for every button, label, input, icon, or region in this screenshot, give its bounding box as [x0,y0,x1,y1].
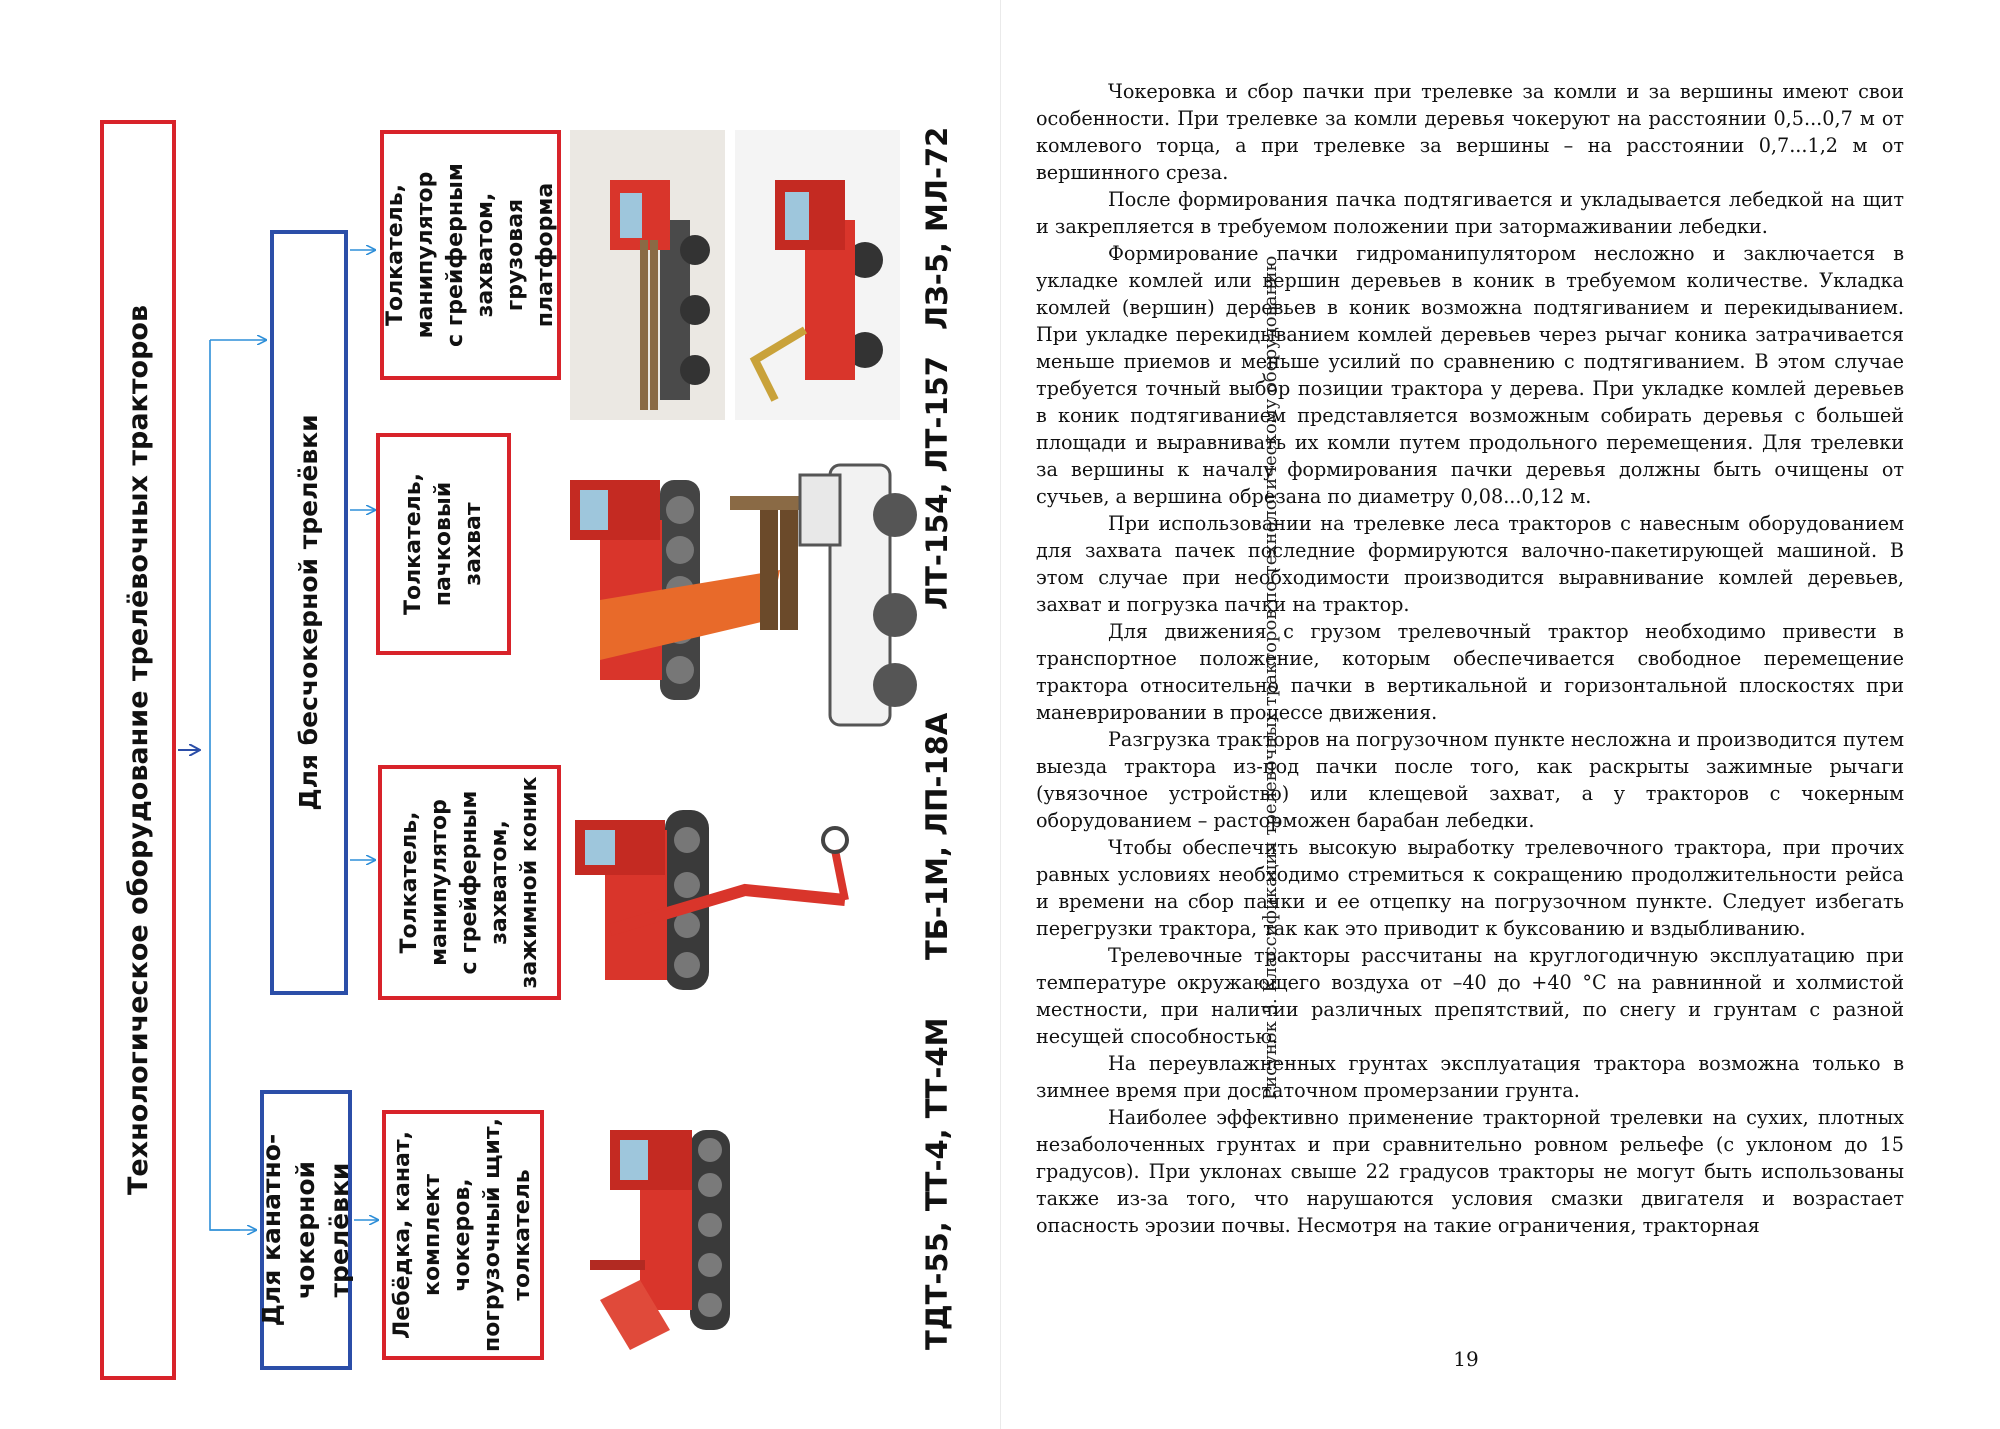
equipment-line: пачковый [430,481,456,607]
equipment-line: платформа [532,182,558,328]
equipment-line: погрузочный щит, [480,1118,505,1352]
equipment-line: с грейферным [442,163,468,347]
main-title: Технологическое оборудование трелёвочных тракторов [122,304,154,1196]
equipment-line: захват [460,502,486,586]
paragraph: Разгрузка тракторов на погрузочном пункте несложна и производится путем выезда трактора из-под пачки после того, как раскрыты зажимные рычаги (увязочное устройство) или клещевой захват, а у тракторов с чокерным оборудованием – расторможен барабан лебедки. [1036,728,1904,832]
category-line: чокерной трелёвки [291,1160,354,1300]
paragraph: Трелевочные тракторы рассчитаны на круглогодичную эксплуатацию при температуре окружающего воздуха от –40 до +40 °C на равнинной и холмистой местности, при наличии различных препятствий, по снегу и грунтам с разной несущей способностью. [1036,944,1904,1048]
paragraph: Чтобы обеспечить высокую выработку трелевочного трактора, при прочих равных условиях необходимо стремиться к сокращению продолжительности рейса и времени на сбор пачки и ее отцепку на погрузочном пункте. Следует избегать перегрузки трактора, так как это приводит к буксованию и вздыбливанию. [1036,836,1904,940]
branch-line [210,340,240,1230]
tractor-image-lz5 [570,130,725,420]
equipment-line: комплект чокеров, [420,1174,475,1296]
equipment-line: манипулятор [412,171,438,339]
equipment-box-3 [376,433,511,655]
paragraph: Формирование пачки гидроманипулятором несложно и заключается в укладке комлей или вершин деревьев в коник в требуемом количестве. Укладка комлей (вершин) деревьев в коник возможна подтягиванием и перекидыванием. При укладке перекидыванием комлей деревьев через рычаг коника затрачивается меньше приемов и меньше усилий по сравнению с подтягиванием. В этом случае требуется точный выбор позиции трактора у дерева. При укладке комлей деревьев в коник подтягиванием представляется возможным собирать деревья с большей площади и выравнивать их комли путем продольного перемещения. Для трелевки за вершины к началу формирования пачки деревья должны быть очищены от сучьев, а вершина обрезана по диаметру 0,08...0,12 м. [1036,242,1904,508]
paragraph: На переувлажненных грунтах эксплуатация трактора возможна только в зимнее время при достаточном промерзании грунта. [1036,1052,1904,1102]
equipment-line: Лебёдка, канат, [390,1131,415,1339]
tractor-image-tb1m [565,750,875,1050]
equipment-line: Толкатель, [400,472,426,616]
equipment-line: с грейферным [456,790,482,975]
model-label-3: ЛТ-154, ЛТ-157 [920,356,954,610]
equipment-line: захватом, [486,820,512,945]
equipment-line: манипулятор [426,799,452,966]
category-line: Для бесчокерной трелёвки [294,414,323,811]
figure-caption-text: Рисунок 3. Классификация трелевочных тракторов по технологическому оборудованию [1260,255,1281,1100]
equipment-line: зажимной коник [516,776,542,989]
paragraph: После формирования пачка подтягивается и укладывается лебедкой на щит и закрепляется в требуемом положении при затормаживании лебедки. [1036,188,1904,238]
model-label-2: ТБ-1М, ЛП-18А [920,712,954,960]
tractor-image-lt157 [790,445,920,745]
page-number: 19 [1453,1347,1479,1371]
category-line: Для канатно- [257,1133,286,1327]
equipment-line: толкатель [510,1169,535,1301]
paragraph: Чокеровка и сбор пачки при трелевке за комли и за вершины имеют свои особенности. При трелевке за комли деревья чокеруют на расстоянии 0,5...0,7 м от комлевого торца, а при трелевке за вершины – на расстоянии 0,7...1,2 м от вершинного среза. [1036,80,1904,184]
equipment-line: Толкатель, [382,183,408,327]
tractor-image-tdt55 [570,1080,790,1370]
paragraph: Наиболее эффективно применение тракторной трелевки на сухих, плотных незаболоченных грунтах и при сравнительно ровном рельефе (с уклоном до 15 градусов). При уклонах свыше 22 градусов тракторы не могут быть использованы также из-за того, что нарушаются условия смазки двигателя и возрастает опасность эрозии почвы. Несмотря на такие ограничения, тракторная [1036,1106,1904,1237]
equipment-box-1 [382,1110,544,1360]
page-fold [1000,0,1001,1429]
paragraph: При использовании на трелевке леса тракторов с навесным оборудованием для захвата пачек последние формируются валочно-пакетирующей машиной. В этом случае при необходимости производится выравнивание комлей деревьев, захват и погрузка пачки на трактор. [1036,512,1904,616]
equipment-box-4 [380,130,561,380]
model-label-4: ЛЗ-5, МЛ-72 [920,126,954,330]
paragraph: Для движения с грузом трелевочный трактор необходимо привести в транспортное положение, которым обеспечивается свободное перемещение трактора относительно пачки в вертикальной и горизонтальной плоскостях при маневрировании в процессе движения. [1036,620,1904,724]
tractor-image-ml72 [735,130,900,420]
equipment-line: захватом, грузовая [472,192,528,318]
model-label-1: ТДТ-55, ТТ-4, ТТ-4М [920,1017,954,1350]
equipment-line: Толкатель, [396,811,422,954]
classification-figure [100,120,970,1380]
equipment-box-2 [378,765,561,1000]
text-column [1036,78,1904,1239]
